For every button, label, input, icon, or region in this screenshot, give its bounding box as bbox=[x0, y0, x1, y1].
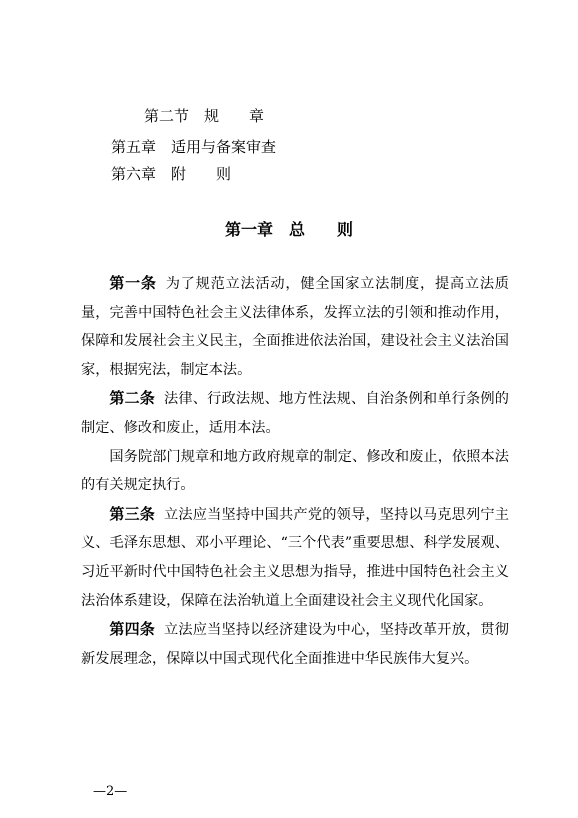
article-2-paragraph-2: 国务院部门规章和地方政府规章的制定、修改和废止，依照本法的有关规定执行。 bbox=[81, 448, 509, 494]
toc-chapter-six: 第六章 附 则 bbox=[111, 165, 232, 183]
article-1 bbox=[81, 269, 509, 384]
chapter-title: 第一章 总 则 bbox=[224, 220, 353, 239]
article-4 bbox=[81, 615, 509, 673]
article-4-label: 第四条 bbox=[109, 620, 155, 639]
article-3-label: 第三条 bbox=[109, 504, 155, 523]
page-number: —2— bbox=[93, 784, 128, 799]
article-2 bbox=[81, 384, 509, 442]
article-1-text: 为了规范立法活动，健全国家立法制度，提高立法质量，完善中国特色社会主义法律体系，发挥立法的引领和推动作用，保障和发展社会主义民主，全面推进依法治国，建设社会主义法治国家，根据宪法，制定本法。 bbox=[81, 276, 509, 378]
article-2-label: 第二条 bbox=[109, 389, 155, 408]
article-3 bbox=[81, 500, 509, 615]
toc-section-regulations: 第二节 规 章 bbox=[144, 107, 265, 125]
article-1-label: 第一条 bbox=[109, 274, 157, 292]
article-2-text: 法律、行政法规、地方性法规、自治条例和单行条例的制定、修改和废止，适用本法。 bbox=[81, 391, 509, 436]
article-4-text: 立法应当坚持以经济建设为中心，坚持改革开放，贯彻新发展理念，保障以中国式现代化全面推进中华民族伟大复兴。 bbox=[81, 622, 509, 667]
chapter-body bbox=[81, 269, 509, 673]
toc-chapter-five: 第五章 适用与备案审查 bbox=[111, 138, 277, 156]
article-3-text: 立法应当坚持中国共产党的领导，坚持以马克思列宁主义、毛泽东思想、邓小平理论、“三个代表”重要思想、科学发展观、习近平新时代中国特色社会主义思想为指导，推进中国特色社会主义法治体系建设，保障在法治轨道上全面建设社会主义现代化国家。 bbox=[81, 506, 509, 609]
